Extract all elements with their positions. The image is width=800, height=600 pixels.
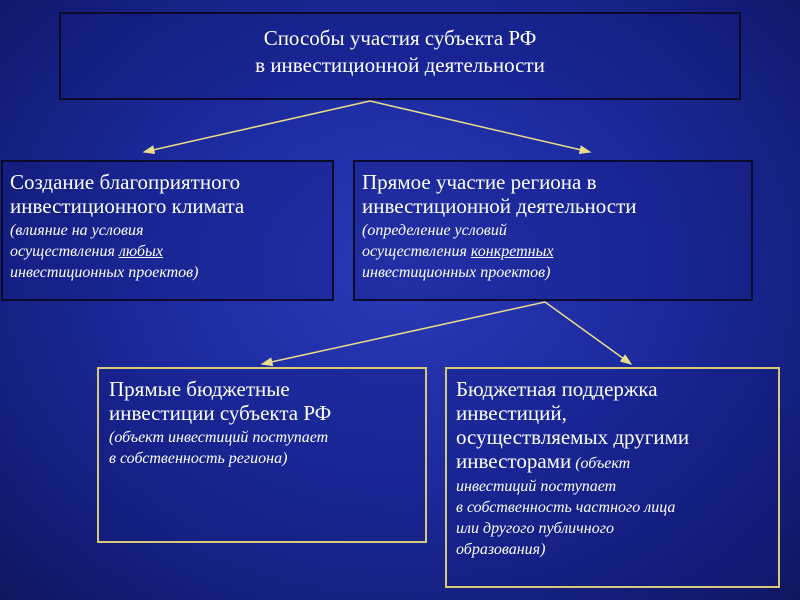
arrow-to-bottom-right-box bbox=[545, 302, 631, 364]
budget-support-title-4 bbox=[456, 449, 772, 476]
direct-participation-note-3: инвестиционных проектов) bbox=[362, 264, 551, 281]
favorable-climate-title-2: инвестиционного климата bbox=[10, 194, 245, 218]
budget-support-note-1: инвестиций поступает bbox=[456, 478, 617, 495]
favorable-climate-box bbox=[1, 160, 334, 301]
direct-participation-note-2-underlined: конкретных bbox=[470, 243, 554, 260]
direct-budget-note-2: в собственность региона) bbox=[109, 450, 288, 467]
budget-support-title-4-main: инвесторами bbox=[456, 449, 572, 473]
favorable-climate-note bbox=[10, 220, 326, 283]
budget-support-title-4-sub: (объект bbox=[571, 455, 631, 472]
budget-support-note-4: образования) bbox=[456, 541, 546, 558]
root-title-line-2: в инвестиционной деятельности bbox=[255, 53, 545, 77]
direct-budget-note bbox=[109, 427, 419, 469]
arrow-to-bottom-left-box bbox=[262, 302, 545, 364]
direct-participation-note bbox=[362, 220, 745, 283]
direct-budget-title-1: Прямые бюджетные bbox=[109, 377, 290, 401]
arrow-to-left-box bbox=[144, 101, 370, 152]
budget-support-note-3: или другого публичного bbox=[456, 520, 614, 537]
budget-support-title-1: Бюджетная поддержка bbox=[456, 377, 658, 401]
direct-participation-note-1: (определение условий bbox=[362, 222, 507, 239]
direct-participation-note-2-pre: осуществления bbox=[362, 243, 471, 260]
arrow-to-right-box bbox=[370, 101, 590, 152]
budget-support-box bbox=[445, 367, 780, 588]
root-node-box bbox=[59, 12, 741, 100]
budget-support-note bbox=[456, 476, 772, 560]
root-title-line-1: Способы участия субъекта РФ bbox=[263, 26, 537, 50]
direct-budget-note-1: (объект инвестиций поступает bbox=[109, 429, 329, 446]
direct-participation-title-2: инвестиционной деятельности bbox=[362, 194, 637, 218]
direct-participation-box bbox=[353, 160, 753, 301]
budget-support-title-2: инвестиций, bbox=[456, 401, 567, 425]
favorable-climate-title-1: Создание благоприятного bbox=[10, 170, 241, 194]
direct-participation-title-1: Прямое участие региона в bbox=[362, 170, 597, 194]
budget-support-note-2: в собственность частного лица bbox=[456, 499, 676, 516]
favorable-climate-note-2-underlined: любых bbox=[118, 243, 163, 260]
direct-budget-title-2: инвестиции субъекта РФ bbox=[109, 401, 332, 425]
budget-support-title-3: осуществляемых другими bbox=[456, 425, 690, 449]
direct-budget-investments-box bbox=[97, 367, 427, 543]
favorable-climate-note-2-pre: осуществления bbox=[10, 243, 119, 260]
favorable-climate-note-3: инвестиционных проектов) bbox=[10, 264, 199, 281]
favorable-climate-note-1: (влияние на условия bbox=[10, 222, 144, 239]
